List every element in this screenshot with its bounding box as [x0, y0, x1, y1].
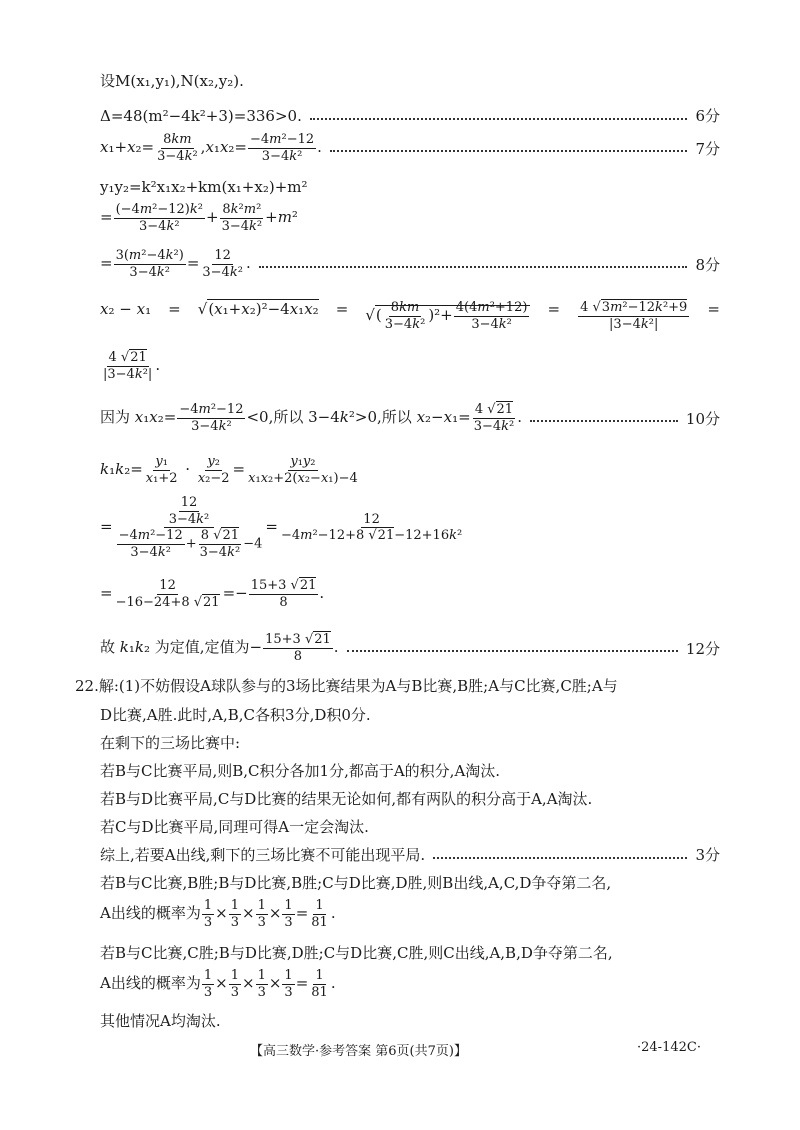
line-k1k2: k₁k₂= $\frac{\text{y₁}}{\text{x₁+2}}$ · $\frac{\text{y₂}}{\text{x₂−2}}$ = $\frac{\text{y₁y₂}}{\text{x₁x₂+2(x₂−x₁)−4}}$: [100, 454, 358, 486]
line-difference: x₂ − x₁ = √(x₁+x₂)²−4x₁x₂ = √( $\frac{8km}{\text{3−4k²}}$ )²+ $\frac{\text{4(4m²+12)}}{\text{3−4k²}}$ = $\frac{\text{4 √3m²−12k²+9}}{\text{|3−4k²|}}$ =: [100, 300, 720, 332]
line-vieta: [100, 132, 720, 164]
footer-code: ·24-142C·: [637, 1040, 701, 1055]
q22-line-10: 若B与C比赛,C胜;B与D比赛,D胜;C与D比赛,C胜,则C出线,A,B,D争夺第二名,: [100, 944, 613, 962]
line-discriminant: [100, 105, 720, 126]
q22-line-6: 若C与D比赛平局,同理可得A一定会淘汰.: [100, 818, 369, 836]
footer-page-info: 【高三数学·参考答案 第6页(共7页)】: [250, 1044, 467, 1059]
dot-leader: [310, 118, 688, 120]
score-7: 7分: [695, 139, 720, 158]
q22-line-5: 若B与D比赛平局,C与D比赛的结果无论如何,都有两队的积分高于A,A淘汰.: [100, 790, 593, 808]
q22-line-9: A出线的概率为 $\frac{1}{3}$ × $\frac{1}{3}$ × $\frac{1}{3}$ × $\frac{1}{3}$ = $\frac{1}{81}$ .: [100, 898, 336, 930]
line-conclusion: 故 k₁k₂ 为定值,定值为− $\frac{15+3 √21}{8}$ . 12分: [100, 632, 720, 664]
score-10: 10分: [685, 409, 720, 428]
q22-line-3: 在剩下的三场比赛中:: [100, 734, 241, 752]
dot-leader: [347, 650, 678, 652]
q22-line-12: 其他情况A均淘汰.: [100, 1012, 221, 1030]
q22-line-1: 22.解:(1)不妨假设A球队参与的3场比赛结果为A与B比赛,B胜;A与C比赛,C胜;A与: [75, 677, 618, 695]
dot-leader: [433, 857, 687, 859]
dot-leader: [330, 150, 688, 152]
q22-line-4: 若B与C比赛平局,则B,C积分各加1分,都高于A的积分,A淘汰.: [100, 762, 501, 780]
dot-leader: [259, 266, 688, 268]
score-8: 8分: [695, 255, 720, 274]
vieta-formula: x₁+x₂= $\frac{8km}{\text{3−4k²}}$ ,x₁x₂= $\frac{\text{−4m²−12}}{\text{3−4k²}}$ .: [100, 132, 322, 164]
q22-line-8: 若B与C比赛,B胜;B与D比赛,B胜;C与D比赛,D胜,则B出线,A,C,D争夺第二名,: [100, 874, 612, 892]
dot-leader: [530, 420, 678, 422]
line-y1y2: y₁y₂=k²x₁x₂+km(x₁+x₂)+m²: [100, 178, 308, 196]
line-k1k2-result: = $\frac{12}{-16-24+8 √21}$ =− $\frac{15+3 √21}{8}$ .: [100, 578, 325, 610]
q22-line-7: 综上,若要A出线,剩下的三场比赛不可能出现平局. 3分: [100, 846, 720, 864]
discriminant-text: Δ=48(m²−4k²+3)=336>0.: [100, 106, 302, 125]
score-3: 3分: [695, 846, 720, 864]
line-y1y2-result: = $\frac{\text{3(m²−4k²)}}{\text{3−4k²}}$ = $\frac{12}{\text{3−4k²}}$ . 8分: [100, 248, 720, 280]
q22-line-2: D比赛,A胜.此时,A,B,C各积3分,D积0分.: [100, 706, 371, 724]
line-difference-result: $\frac{4 √21}{\text{|3−4k²|}}$ .: [103, 350, 161, 382]
line-setup: 设M(x₁,y₁),N(x₂,y₂).: [100, 72, 244, 90]
score-12: 12分: [685, 639, 720, 658]
line-y1y2-expand: = $\frac{\text{(−4m²−12)k²}}{\text{3−4k²}}$ + $\frac{\text{8k²m²}}{\text{3−4k²}}$ +m²: [100, 202, 298, 234]
q22-line-11: A出线的概率为 $\frac{1}{3}$ × $\frac{1}{3}$ × $\frac{1}{3}$ × $\frac{1}{3}$ = $\frac{1}{81}$ .: [100, 968, 336, 1000]
line-since: 因为 x₁x₂= $\frac{\text{−4m²−12}}{\text{3−4k²}}$ <0,所以 3−4k²>0,所以 x₂−x₁= $\frac{4 √21}{\text{3−4k²}}$ . 10分: [100, 402, 720, 434]
score-6: 6分: [695, 107, 720, 125]
line-k1k2-substitute: = $\frac{12}{\text{3−4k²}}$ $\frac{\text{−4m²−12}}{\text{3−4k²}}$ + $\frac{8 √21}{\text{3−4k²}}$ −4 = $\frac{12}{\text{−4m²−12+8 √21−12+16k²}}$: [100, 495, 463, 560]
